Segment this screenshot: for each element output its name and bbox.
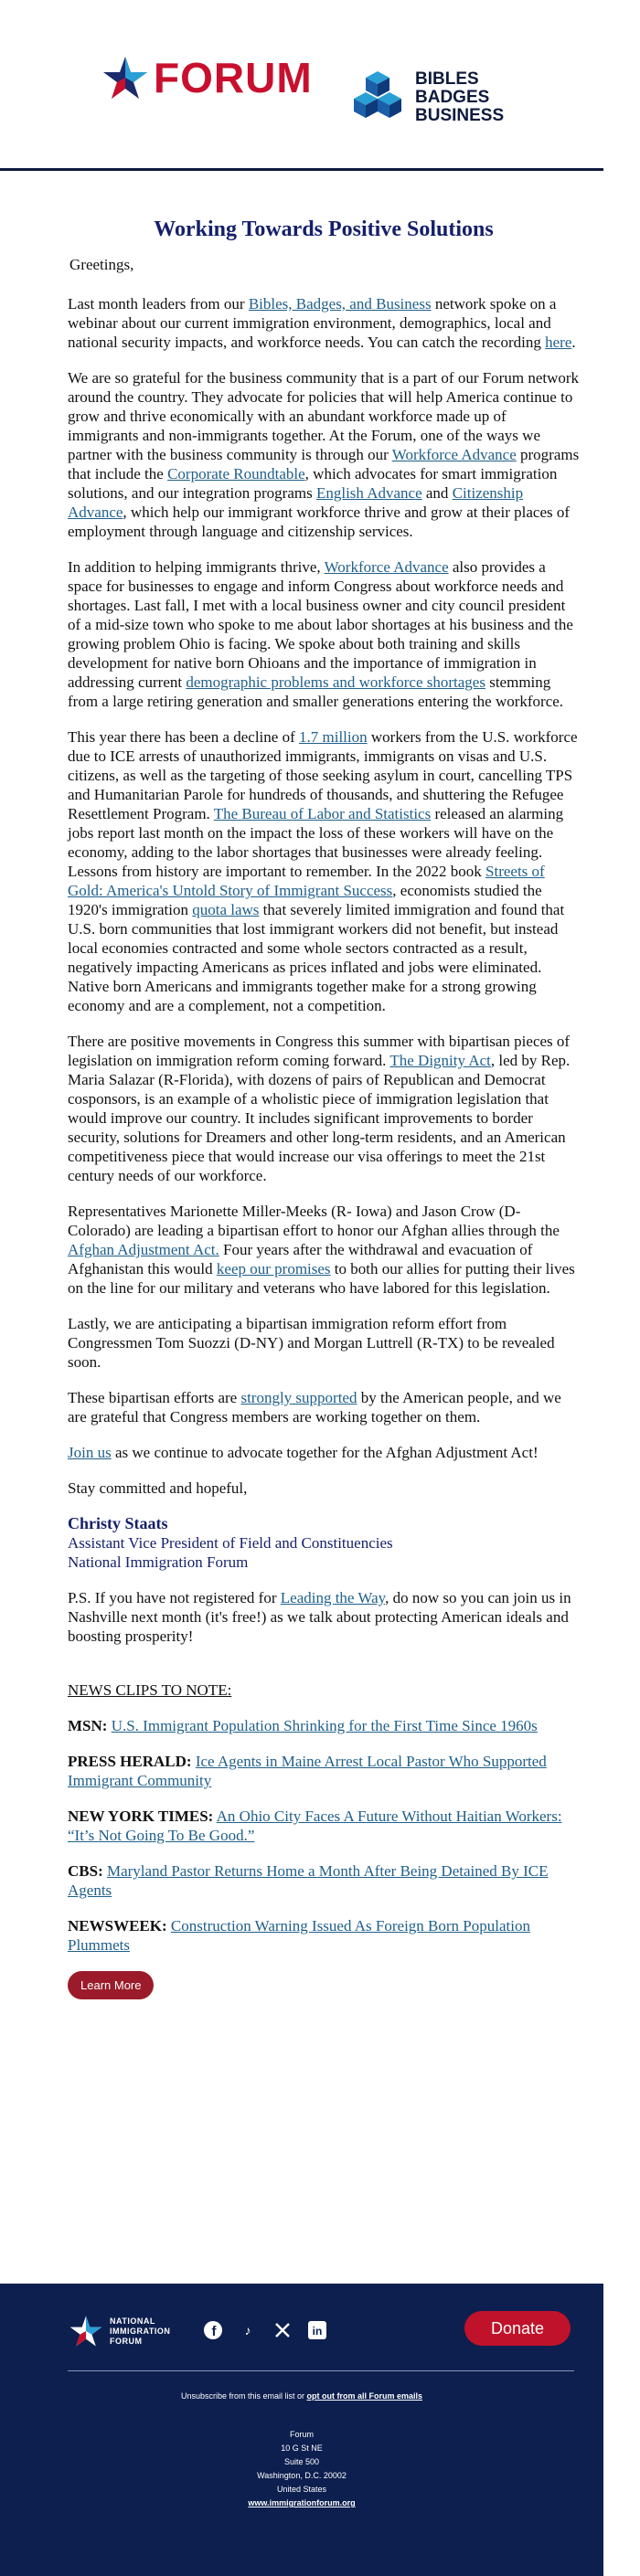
streets-of-gold-link[interactable]: Streets of Gold: America's Untold Story of Immigrant Success [68,863,545,899]
footer-address [0,2428,603,2510]
paragraph-6 [68,1202,580,1298]
social-links [203,2320,327,2340]
signature [68,1514,580,1572]
join-us-link[interactable]: Join us [68,1444,112,1461]
news-headline-link[interactable]: Ice Agents in Maine Arrest Local Pastor Who Supported Immigrant Community [68,1753,547,1789]
footer-logo-line: IMMIGRATION [110,2326,171,2336]
address-line: Washington, D.C. 20002 [257,2471,347,2480]
x-icon[interactable] [272,2320,293,2340]
workforce-advance-link[interactable]: Workforce Advance [391,446,517,463]
text: There are positive movements in Congress this summer with bipartisan pieces of legislation on immigration reform coming forward. [68,1033,571,1069]
address-line: Suite 500 [283,2457,320,2466]
text: P.S. If you have not registered for [68,1589,281,1606]
address-line: 10 G St NE [281,2443,323,2453]
email-body [68,208,580,1999]
text: stemming from a large retiring generation and smaller generations entering the workforce. [68,673,564,710]
news-headline-link[interactable]: U.S. Immigrant Population Shrinking for the First Time Since 1960s [111,1717,538,1734]
text: These bipartisan efforts are [68,1389,241,1406]
forum-star-icon [102,55,148,101]
news-clip [68,1861,580,1900]
greeting: Greetings, [69,256,134,273]
citizenship-advance-link[interactable]: Citizenship Advance [68,484,524,521]
news-source: NEW YORK TIMES: [68,1807,214,1825]
paragraph-8 [68,1388,580,1426]
text: Four years after the withdrawal and evacuation of Afghanistan this would [68,1241,533,1277]
news-clip [68,1716,580,1735]
news-headline-link[interactable]: Construction Warning Issued As Foreign Born Population Plummets [68,1917,530,1954]
bbb-network-link[interactable]: Bibles, Badges, and Business [248,295,432,313]
paragraph-5 [68,1032,580,1185]
english-advance-link[interactable]: English Advance [315,484,422,502]
text: Unsubscribe from this email list or [180,2391,307,2401]
demographic-problems-link[interactable]: demographic problems and workforce shortages [186,673,485,691]
text: This year there has been a decline of [68,728,299,746]
paragraph-9 [68,1443,580,1462]
afghan-adjustment-act-link[interactable]: Afghan Adjustment Act. [68,1241,219,1258]
news-source: MSN: [68,1717,108,1734]
leading-the-way-link[interactable]: Leading the Way [280,1589,386,1606]
text: by the American people, and we are grateful that Congress members are working together on them. [68,1389,561,1426]
email-header [0,0,640,164]
footer-logo-text [110,2316,170,2347]
corporate-roundtable-link[interactable]: Corporate Roundtable [167,465,305,482]
text: , which advocates for smart immigration solutions, and our integration programs [68,465,558,502]
paragraph-1 [68,294,580,352]
text: In addition to helping immigrants thrive, [68,558,325,576]
news-source: PRESS HERALD: [68,1753,192,1770]
footer-forum-logo[interactable] [69,2315,170,2348]
bbb-cubes-icon [349,69,406,126]
text: workers from the U.S. workforce due to ICE arrests of unauthorized immigrants, immigrants on visas and U.S. citizens, as well as the targeting of those seeking asylum in court, cancelling TPS and Humanitarian Parole for hundreds of thousands, and shuttering the Refugee Resettlement Program. [68,728,578,822]
news-source: CBS: [68,1862,103,1880]
bbb-line: BUSINESS [415,106,505,125]
text: network spoke on a webinar about our current immigration environment, demographics, local and national security impacts, and workforce needs. You can catch the recording [68,295,557,351]
news-headline-link[interactable]: An Ohio City Faces A Future Without Haitian Workers: “It’s Not Going To Be Good.” [68,1807,562,1844]
header-divider [0,168,603,171]
donate-button[interactable]: Donate [464,2311,571,2346]
signature-name: Christy Staats [68,1514,168,1532]
text: that severely limited immigration and found that U.S. born communities that lost immigrant workers did not benefit, but instead local economies contracted and some whole sectors contracted as a result, negatively impacting Americans as prices inflated and jobs were eliminated. Native born Americans and immigrants together make for a strong growing economy and are a complement, not a competition. [68,901,565,1014]
forum-logo[interactable] [102,53,313,102]
forum-logo-text: FORUM [154,54,313,101]
text: , which help our immigrant workforce thrive and grow at their places of employment through language and citizenship services. [68,504,571,540]
text: We are so grateful for the business community that is a part of our Forum network around the country. They advocate for policies that will help America continue to grow and thrive economically with an abundant workforce made up of immigrants and non-immigrants together. At the Forum, one of the ways we partner with the business community is through our [68,369,580,463]
decline-link[interactable]: 1.7 million [299,728,368,746]
text: as we continue to advocate together for the Afghan Adjustment Act! [111,1444,539,1461]
linkedin-glyph: in [312,2325,323,2337]
paragraph-7: Lastly, we are anticipating a bipartisan immigration reform effort from Congressmen Tom Suozzi (D-NY) and Morgan Luttrell (R-TX) to be revealed soon. [68,1315,555,1371]
quota-laws-link[interactable]: quota laws [192,901,260,918]
email-footer [0,2284,603,2576]
tiktok-icon[interactable]: ♪ [244,2323,251,2337]
bls-link[interactable]: The Bureau of Labor and Statistics [213,805,432,822]
footer-logo-line: FORUM [110,2336,143,2346]
page-title: Working Towards Positive Solutions [154,217,494,241]
bbb-line: BADGES [415,88,490,107]
text: programs that include the [68,446,580,482]
address-line: Forum [289,2430,314,2439]
strongly-supported-link[interactable]: strongly supported [240,1389,357,1406]
closing: Stay committed and hopeful, [68,1479,248,1497]
news-headline-link[interactable]: Maryland Pastor Returns Home a Month After Being Detained By ICE Agents [68,1862,549,1899]
recording-link[interactable]: here [545,334,572,351]
text: , economists studied the 1920's immigration [68,882,542,918]
bbb-logo-text [415,70,504,125]
signature-title: Assistant Vice President of Field and Constituencies [68,1534,393,1552]
learn-more-button[interactable]: Learn More [68,1971,154,1999]
bbb-line: BIBLES [415,69,479,89]
text: Last month leaders from our [68,295,249,313]
forum-star-icon [69,2315,102,2348]
news-source: NEWSWEEK: [68,1917,167,1935]
text: , led by Rep. Maria Salazar (R-Florida), with dozens of pairs of Republican and Democrat cosponsors, is an example of a wholistic piece of immigration legislation that would improve our country. It includes significant improvements to border security, solutions for Dreamers and other long-term residents, and an American competitiveness piece that would increase our visa offerings to meet the 21st century needs of our workforce. [68,1052,571,1184]
facebook-glyph: f [211,2324,217,2339]
dignity-act-link[interactable]: The Dignity Act [389,1052,491,1069]
facebook-icon[interactable] [203,2320,223,2340]
text: , do now so you can join us in Nashville next month (it's free!) as we talk about protecting American ideals and boosting prosperity! [68,1589,571,1645]
opt-out-link[interactable]: opt out from all Forum emails [306,2391,423,2401]
text: to both our allies for putting their lives on the line for our military and veterans who have labored for this legislation. [68,1260,575,1297]
website-link[interactable]: www.immigrationforum.org [248,2498,356,2507]
paragraph-2 [68,368,580,541]
footer-divider [68,2370,574,2371]
linkedin-icon[interactable] [307,2320,327,2340]
text: released an alarming jobs report last month on the impact the loss of these workers will have on the economy, adding to the labor shortages that businesses were already feeling. Lessons from history are important to remember. In the 2022 book [68,805,564,880]
signature-org: National Immigration Forum [68,1553,249,1571]
workforce-advance-link[interactable]: Workforce Advance [324,558,449,576]
postscript [68,1588,580,1646]
news-clip [68,1807,580,1845]
unsubscribe-line [0,2391,603,2401]
news-clip [68,1752,580,1790]
paragraph-4 [68,727,580,1015]
text: . [571,334,576,351]
text: Representatives Marionette Miller-Meeks (R- Iowa) and Jason Crow (D- Colorado) are leading a bipartisan effort to honor our Afghan allies through the [68,1203,560,1239]
footer-logo-line: NATIONAL [110,2316,155,2326]
address-line: United States [276,2485,327,2494]
text: and [421,484,453,502]
paragraph-3 [68,557,580,711]
text: also provides a space for businesses to engage and inform Congress about workforce needs and shortages. Last fall, I met with a local business owner and city council president of a mid-size town who spoke to me about labor shortages at his business and the growing problem Ohio is facing. We spoke about both training and skills development for native born Ohioans and the importance of immigration in addressing current [68,558,573,691]
bbb-logo[interactable] [349,69,504,126]
news-heading: NEWS CLIPS TO NOTE: [68,1681,232,1699]
news-clip [68,1916,580,1955]
keep-our-promises-link[interactable]: keep our promises [216,1260,331,1277]
